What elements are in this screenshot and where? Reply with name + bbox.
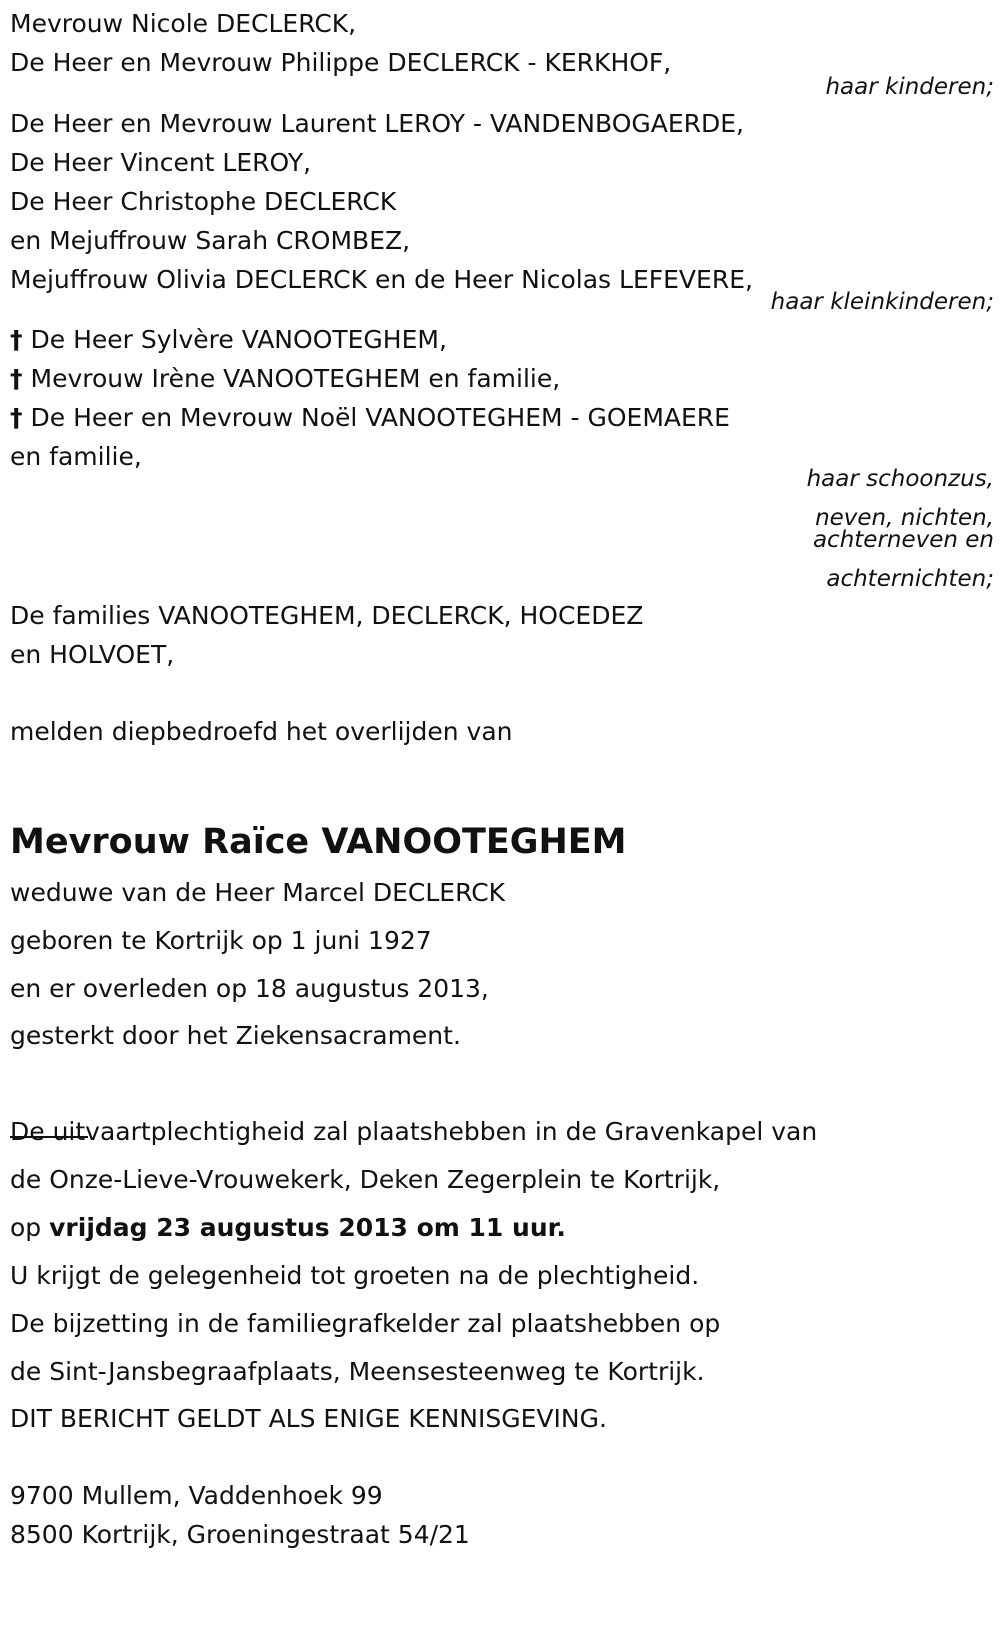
funeral-line-1: De uitvaartplechtigheid zal plaatshebben in de Gravenkapel van [10,1117,818,1146]
grandchildren-line-2: De Heer Vincent LEROY, [10,148,312,177]
cross-icon: † [10,403,23,432]
grandchildren-role: haar kleinkinderen; [770,289,994,315]
sibling-name: De Heer Sylvère VANOOTEGHEM, [30,325,447,354]
siblings-role-1: haar schoonzus, [806,466,994,492]
funeral-line-2: de Onze-Lieve-Vrouwekerk, Deken Zegerplein te Kortrijk, [10,1165,721,1194]
announcement: melden diepbedroefd het overlijden van [10,717,513,746]
grandchildren-line-5: Mejuffrouw Olivia DECLERCK en de Heer Nicolas LEFEVERE, [10,265,753,294]
address-line-2: 8500 Kortrijk, Groeningestraat 54/21 [10,1520,470,1549]
grandchildren-line-4: en Mejuffrouw Sarah CROMBEZ, [10,226,411,255]
sibling-name: Mevrouw Irène VANOOTEGHEM en familie, [30,364,561,393]
cross-icon: † [10,325,23,354]
children-role: haar kinderen; [825,74,994,100]
funeral-line-5: De bijzetting in de familiegrafkelder zal plaatshebben op [10,1309,721,1338]
funeral-line-4: U krijgt de gelegenheid tot groeten na de plechtigheid. [10,1261,700,1290]
cross-icon: † [10,364,23,393]
notice-line: DIT BERICHT GELDT ALS ENIGE KENNISGEVING. [10,1404,607,1433]
grandchildren-line-1: De Heer en Mevrouw Laurent LEROY - VANDENBOGAERDE, [10,109,745,138]
children-line-2: De Heer en Mevrouw Philippe DECLERCK - KERKHOF, [10,48,672,77]
sibling-line-2 [10,363,560,395]
grandchildren-line-3: De Heer Christophe DECLERCK [10,187,397,216]
address-line-1: 9700 Mullem, Vaddenhoek 99 [10,1481,383,1510]
siblings-role-3: achterneven en [812,527,994,553]
siblings-role-4: achternichten; [826,566,994,592]
detail-line-3: en er overleden op 18 augustus 2013, [10,974,489,1003]
deceased-name: Mevrouw Raïce VANOOTEGHEM [10,822,627,862]
detail-line-4: gesterkt door het Ziekensacrament. [10,1021,461,1050]
funeral-line-6: de Sint-Jansbegraafplaats, Meensesteenweg te Kortrijk. [10,1357,705,1386]
families-line-1: De families VANOOTEGHEM, DECLERCK, HOCEDEZ [10,601,644,630]
sibling-line-4: en familie, [10,442,142,471]
funeral-line-3 [10,1212,566,1244]
children-line-1: Mevrouw Nicole DECLERCK, [10,9,357,38]
sibling-line-1 [10,324,447,356]
families-line-2: en HOLVOET, [10,640,175,669]
funeral-date-prefix: op [10,1213,50,1242]
siblings-role-2: neven, nichten, [815,505,994,531]
detail-line-2: geboren te Kortrijk op 1 juni 1927 [10,926,432,955]
detail-line-1: weduwe van de Heer Marcel DECLERCK [10,878,506,907]
funeral-date: vrijdag 23 augustus 2013 om 11 uur. [49,1213,566,1242]
sibling-name: De Heer en Mevrouw Noël VANOOTEGHEM - GOEMAERE [30,403,730,432]
sibling-line-3 [10,402,730,434]
